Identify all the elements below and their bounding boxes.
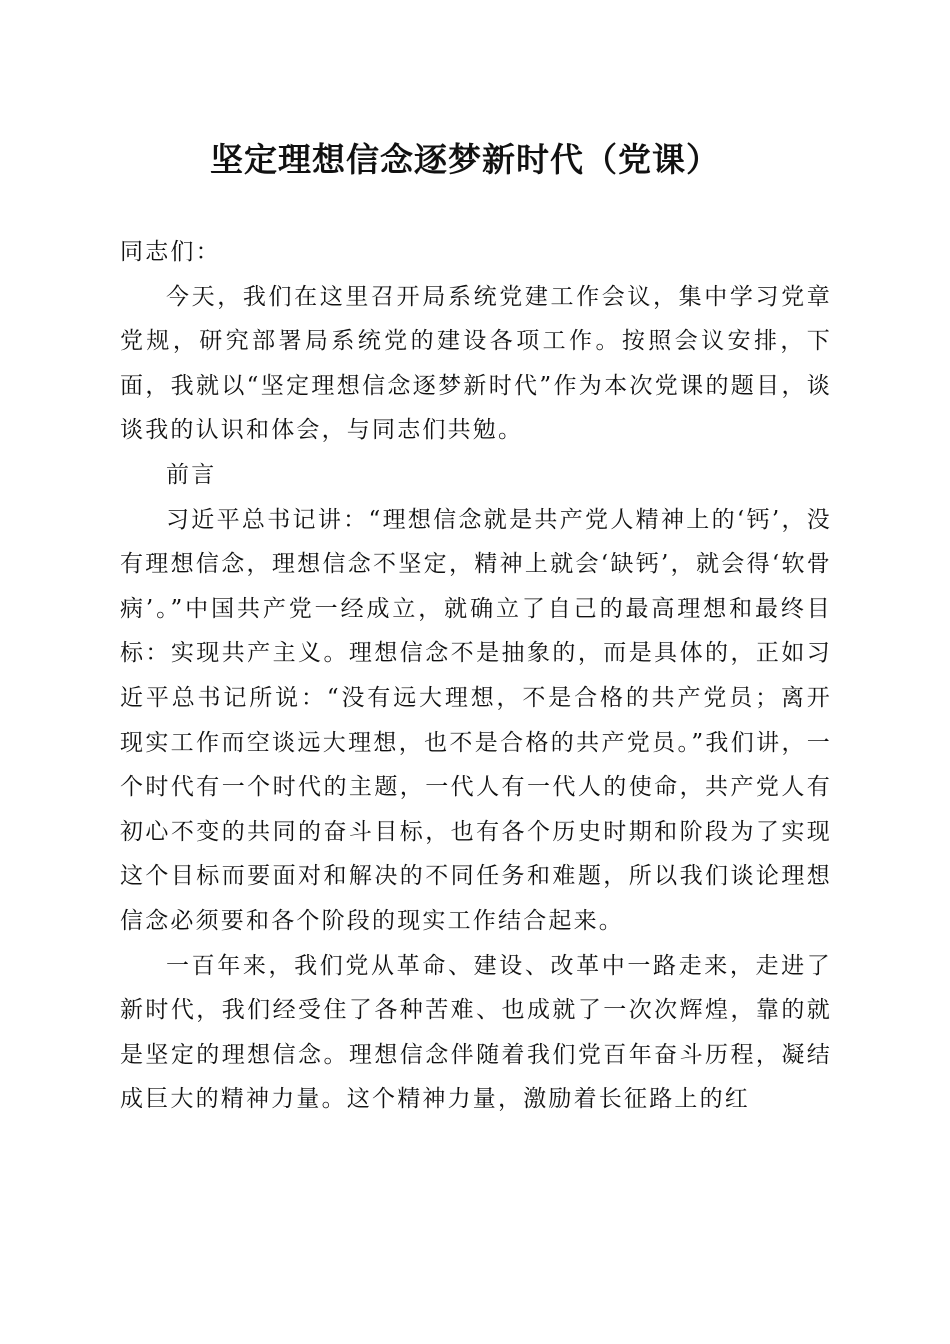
- salutation: 同志们：: [120, 239, 221, 265]
- document-body: [120, 230, 832, 1122]
- paragraph-century-history: 一百年来，我们党从革命、建设、改革中一路走来，走进了新时代，我们经受住了各种苦难、也成就了一次次辉煌，靠的就是坚定的理想信念。理想信念伴随着我们党百年奋斗历程，凝结成巨大的精神力量。这个精神力量，激励着长征路上的红: [120, 952, 832, 1113]
- paragraph-ideals-quote: 习近平总书记讲：“理想信念就是共产党人精神上的‘钙’，没有理想信念，理想信念不坚定，精神上就会‘缺钙’，就会得‘软骨病’。”中国共产党一经成立，就确立了自己的最高理想和最终目标：实现共产主义。理想信念不是抽象的，而是具体的，正如习近平总书记所说：“没有远大理想，不是合格的共产党员；离开现实工作而空谈远大理想，也不是合格的共产党员。”我们讲，一个时代有一个时代的主题，一代人有一代人的使命，共产党人有初心不变的共同的奋斗目标，也有各个历史时期和阶段为了实现这个目标而要面对和解决的不同任务和难题，所以我们谈论理想信念必须要和各个阶段的现实工作结合起来。: [120, 506, 832, 934]
- section-heading-preface: 前言: [166, 461, 217, 488]
- paragraph-opening: 今天，我们在这里召开局系统党建工作会议，集中学习党章党规，研究部署局系统党的建设各项工作。按照会议安排，下面，我就以“坚定理想信念逐梦新时代”作为本次党课的题目，谈谈我的认识和体会，与同志们共勉。: [120, 283, 832, 444]
- document-title: 坚定理想信念逐梦新时代（党课）: [210, 140, 720, 179]
